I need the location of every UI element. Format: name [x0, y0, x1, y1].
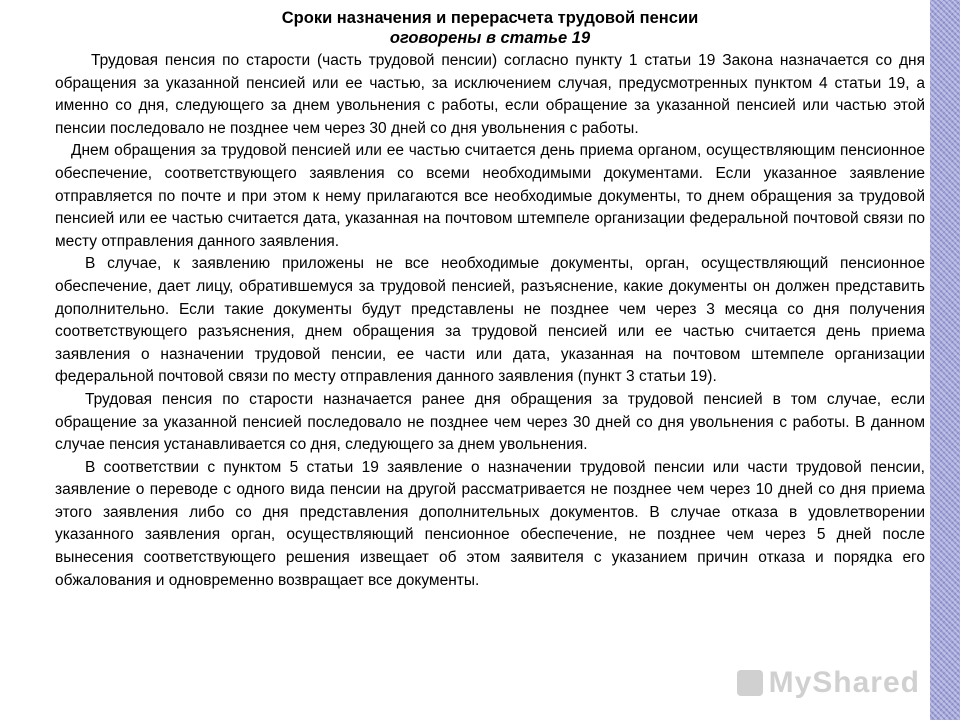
paragraph: В случае, к заявлению приложены не все необходимые документы, орган, осуществляющий пенсионное обеспечение, дает лицу, обратившемуся за трудовой пенсией, разъяснение, какие документы он должен представить дополнительно. Если такие документы будут представлены не позднее чем через 3 месяца со дня получения соответствующего разъяснения, днем обращения за трудовой пенсией или ее частью считается день приема заявления о назначении трудовой пенсии, ее части или дата, указанная на почтовом штемпеле организации федеральной почтовой связи по месту отправления данного заявления (пункт 3 статьи 19).	[55, 255, 925, 386]
paragraph: Днем обращения за трудовой пенсией или ее частью считается день приема органом, осуществляющим пенсионное обеспечение, соответствующего заявления со всеми необходимыми документами. Если указанное заявление отправляется по почте и при этом к нему прилагаются все необходимые документы, то днем обращения за трудовой пенсией или ее частью считается дата, указанная на почтовом штемпеле организации федеральной почтовой связи по месту отправления данного заявления.	[55, 142, 925, 250]
page-subtitle: оговорены в статье 19	[389, 29, 591, 47]
paragraph: В соответствии с пунктом 5 статьи 19 заявление о назначении трудовой пенсии или части трудовой пенсии, заявление о переводе с одного вида пенсии на другой рассматривается не позднее чем через 10 дней со дня приема этого заявления либо со дня представления дополнительных документов. В случае отказа в удовлетворении указанного заявления орган, осуществляющий пенсионное обеспечение, не позднее чем через 5 дней после вынесения соответствующего решения извещает об этом заявителя с указанием причин отказа и порядка его обжалования и одновременно возвращает все документы.	[55, 458, 925, 589]
paragraph: Трудовая пенсия по старости назначается ранее дня обращения за трудовой пенсией в том случае, если обращение за указанной пенсией последовало не позднее чем через 30 дней со дня увольнения с работы. В данном случае пенсия устанавливается со дня, следующего за днем увольнения.	[55, 390, 925, 454]
watermark-text: MyShared	[768, 666, 920, 699]
slide-content	[55, 8, 925, 592]
decorative-right-border	[930, 0, 960, 720]
paragraph: Трудовая пенсия по старости (часть трудовой пенсии) согласно пункту 1 статьи 19 Закона назначается со дня обращения за указанной пенсией или ее частью, за исключением случая, предусмотренных пунктом 4 статьи 19, а именно со дня, следующего за днем увольнения с работы, если обращение за указанной пенсией или частью этой пенсии последовало не позднее чем через 30 дней со дня увольнения с работы.	[55, 52, 925, 137]
page-title: Сроки назначения и перерасчета трудовой пенсии	[281, 9, 699, 27]
watermark-logo	[737, 666, 920, 700]
watermark-icon	[737, 670, 763, 696]
